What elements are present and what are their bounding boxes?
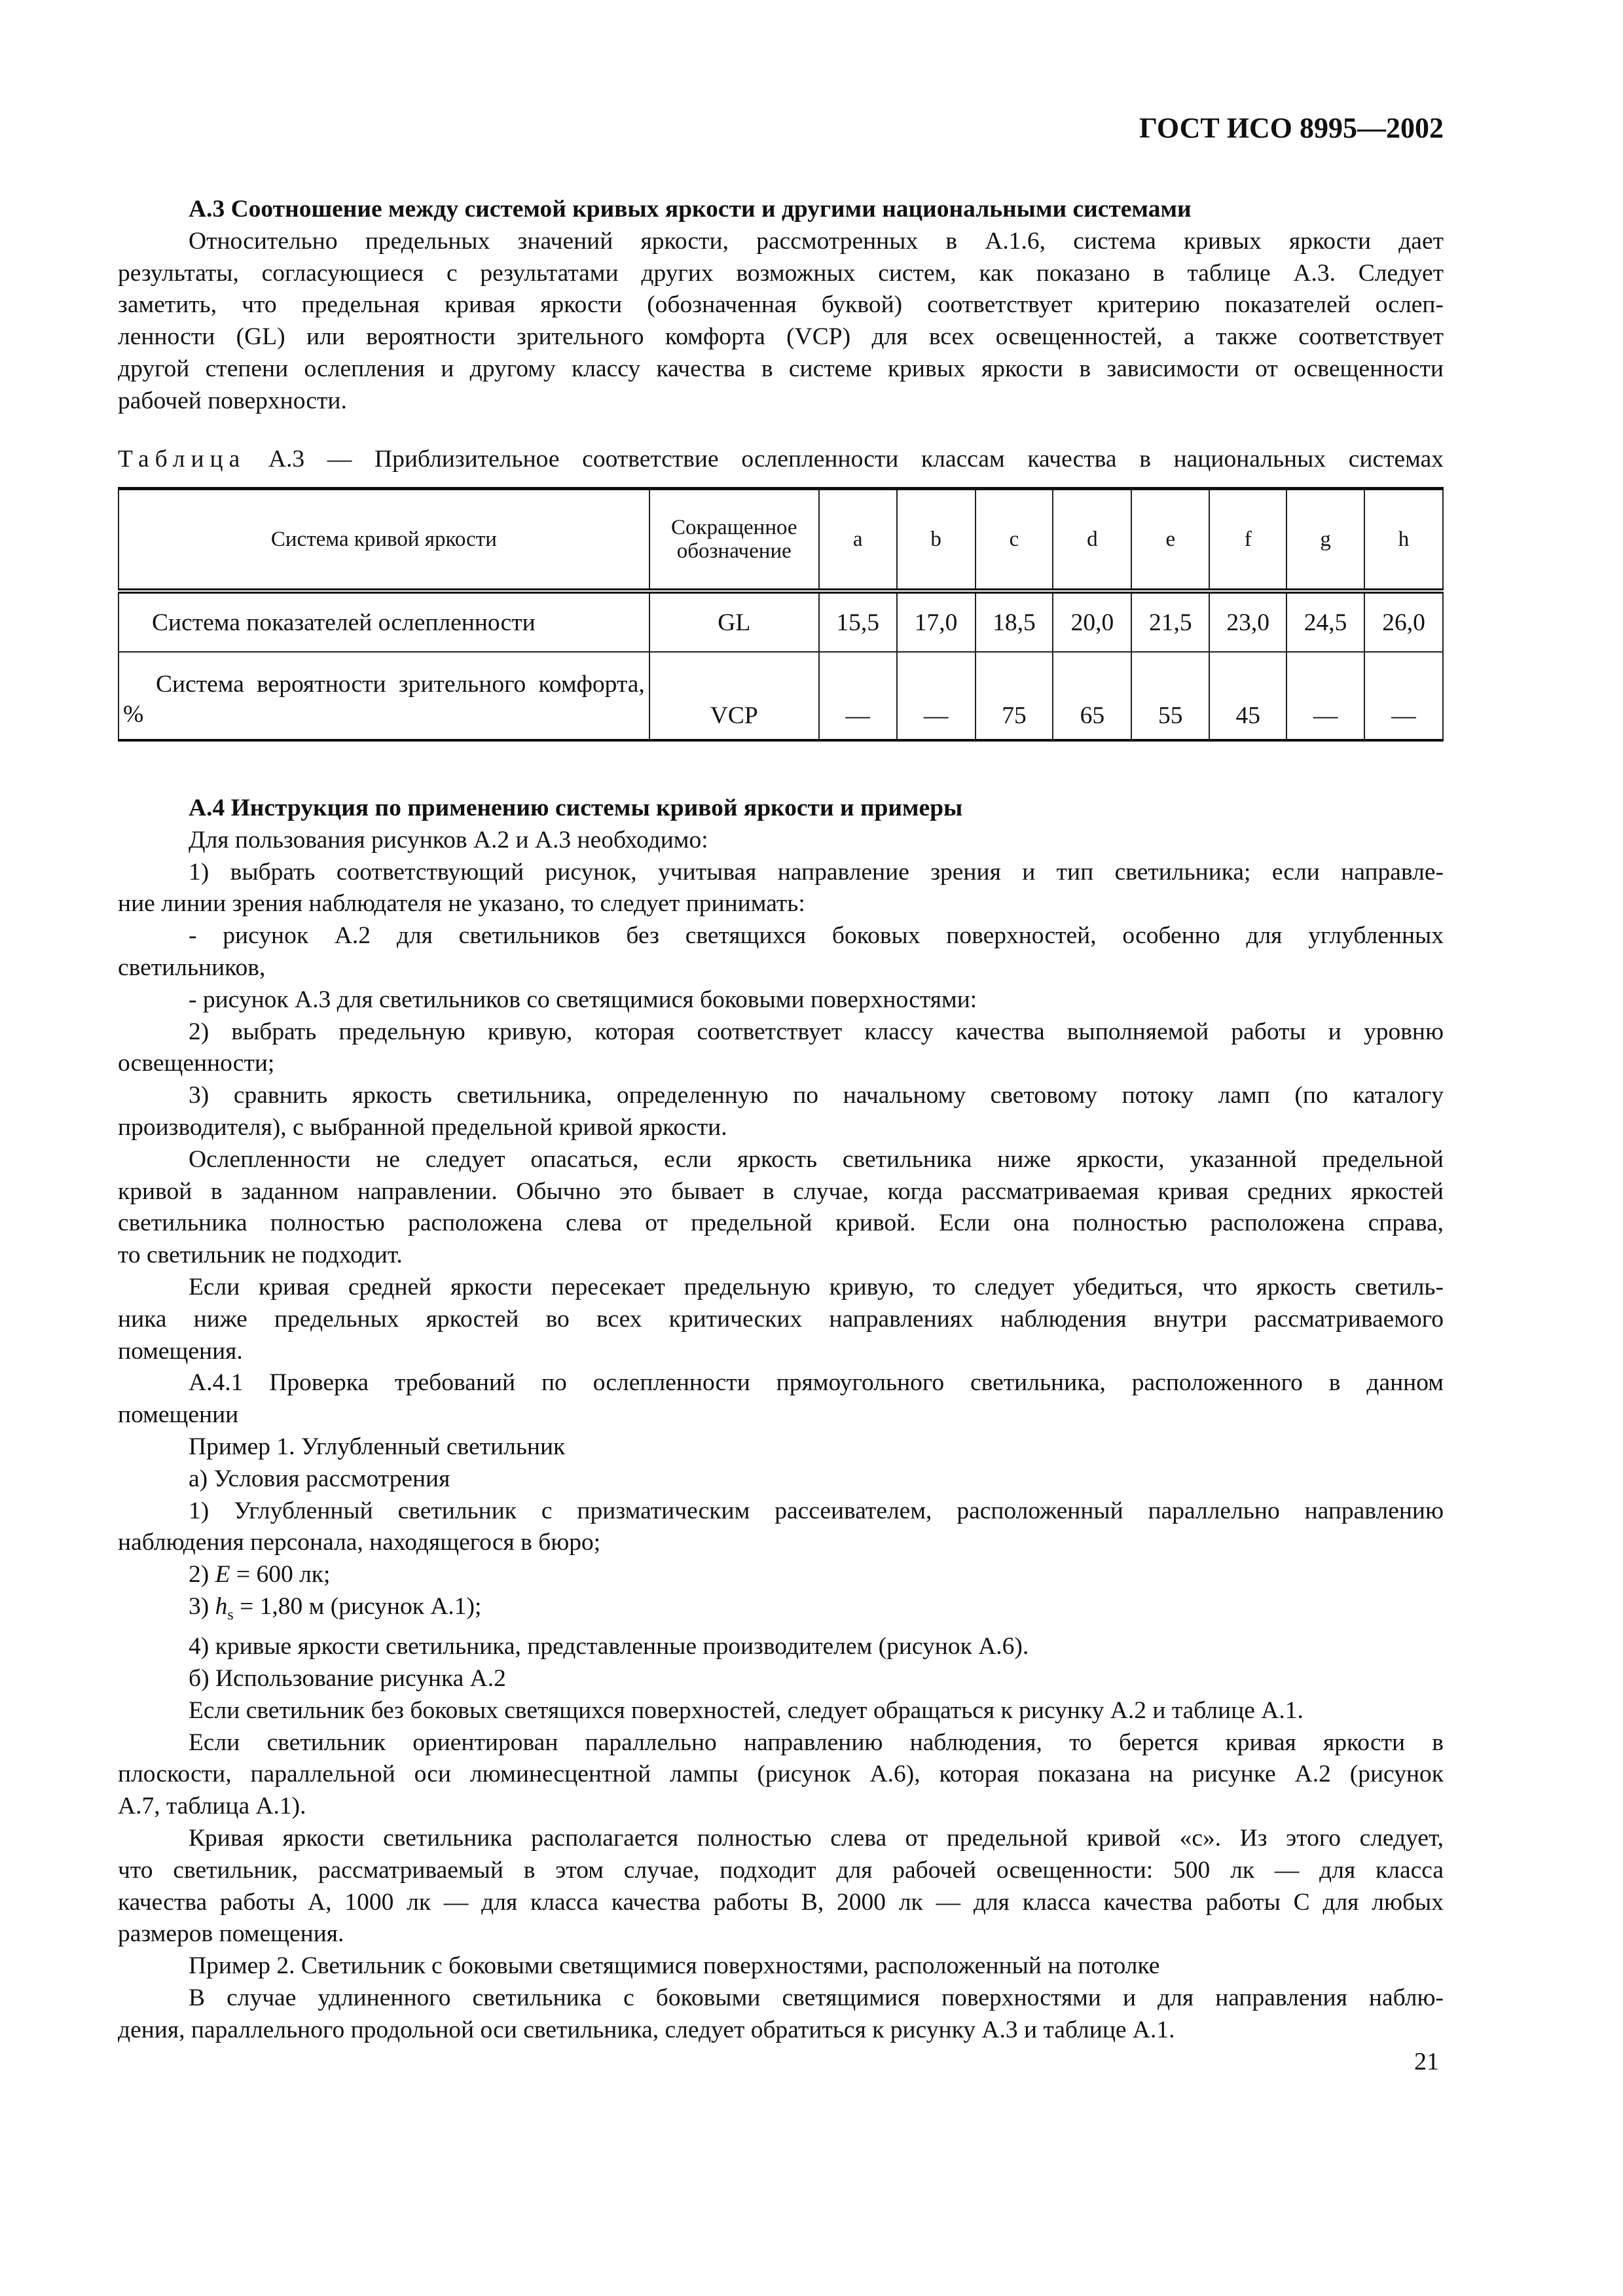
table-cell: 18,5 (976, 591, 1053, 652)
paragraph-line: Кривая яркости светильника располагается полностью слева от предельной кривой «с». Из этого следует, (189, 1825, 1444, 1852)
table-cell: GL (649, 591, 819, 652)
paragraph-line: светильника полностью расположена слева от предельной кривой. Если она полностью расположена справа, (118, 1210, 1444, 1237)
math-subscript: s (227, 1606, 234, 1624)
page-number: 21 (1414, 2048, 1439, 2075)
paragraph-line: Пример 1. Углубленный светильник (189, 1433, 566, 1460)
section-a3 (118, 194, 1444, 418)
paragraph-line: а) Условия рассмотрения (189, 1465, 450, 1492)
paragraph-line: 3) сравнить яркость светильника, определенную по начальному световому потоку ламп (по каталогу (189, 1082, 1444, 1109)
list-marker: 2) (189, 1561, 215, 1588)
table-header-cell: e (1131, 489, 1209, 592)
paragraph-line: А.4.1 Проверка требований по ослепленности прямоугольного светильника, расположенного в данном (189, 1369, 1444, 1397)
paragraph-line: результаты, согласующиеся с результатами других возможных систем, как показано в таблице А.3. Следует (118, 259, 1444, 287)
table-row (119, 591, 1443, 652)
paragraph-line: то светильник не подходит. (118, 1242, 403, 1269)
paragraph-line: - рисунок А.2 для светильников без светящихся боковых поверхностей, особенно для углубленных (189, 922, 1444, 950)
table-cell: 15,5 (819, 591, 897, 652)
paragraph-line: ника ниже предельных яркостей во всех критических направлениях наблюдения внутри рассматриваемого (118, 1305, 1444, 1333)
paragraph-line: кривой в заданном направлении. Обычно это бывает в случае, когда рассматриваемая кривая средних яркостей (118, 1177, 1444, 1205)
paragraph-line: Если светильник без боковых светящихся поверхностей, следует обращаться к рисунку А.2 и таблице А.1. (189, 1696, 1304, 1724)
math-variable: E (215, 1561, 230, 1588)
table-cell: 20,0 (1053, 591, 1131, 652)
table-header-cell: h (1364, 489, 1443, 592)
table-cell: — (897, 652, 976, 740)
paragraph-line: ленности (GL) или вероятности зрительного комфорта (VCP) для всех освещенностей, а также соответствует (118, 323, 1444, 351)
paragraph-line: Для пользования рисунков А.2 и А.3 необходимо: (189, 826, 708, 853)
table-caption (118, 445, 1444, 473)
table-cell: 17,0 (897, 591, 976, 652)
paragraph-line: плоскости, параллельной оси люминесцентной лампы (рисунок А.6), которая показана на рисунке А.2 (рисунок (118, 1761, 1444, 1788)
table-header-cell: g (1286, 489, 1364, 592)
paragraph-line: что светильник, рассматриваемый в этом случае, подходит для рабочей освещенности: 500 лк — для класса (118, 1856, 1444, 1884)
section-heading: А.3 Соотношение между системой кривых яркости и другими национальными системами (189, 196, 1192, 223)
table-cell: 23,0 (1209, 591, 1286, 652)
table-cell: — (1364, 652, 1443, 740)
paragraph-line: наблюдения персонала, находящегося в бюро; (118, 1529, 601, 1556)
table-header-cell: Система кривой яркости (119, 489, 649, 592)
table-header-cell: b (897, 489, 976, 592)
paragraph-line (118, 1559, 1444, 1591)
document-header-id: ГОСТ ИСО 8995—2002 (1139, 112, 1444, 144)
paragraph-line: другой степени ослепления и другому классу качества в системе кривых яркости в зависимости от освещенности (118, 355, 1444, 382)
row-label-cell: Система вероятности зрительного комфорта, % (119, 652, 649, 740)
table-cell: 65 (1053, 652, 1131, 740)
table-header-cell: f (1209, 489, 1286, 592)
math-variable: h (215, 1592, 228, 1620)
paragraph-line: - рисунок А.3 для светильников со светящимися боковыми поверхностями: (189, 986, 977, 1013)
table-caption-label: Таблица (118, 446, 246, 473)
paragraph-line: Ослепленности не следует опасаться, если яркость светильника ниже яркости, указанной предельной (189, 1145, 1444, 1173)
table-row (119, 652, 1443, 740)
row-label-cell: Система показателей ослепленности (119, 591, 649, 652)
paragraph-line: А.7, таблица А.1). (118, 1793, 306, 1820)
paragraph-line: ние линии зрения наблюдателя не указано, то следует принимать: (118, 890, 805, 918)
paragraph-line: помещения. (118, 1337, 243, 1365)
line-text: = 600 лк; (230, 1561, 331, 1588)
table-cell: — (819, 652, 897, 740)
glare-systems-table (118, 487, 1444, 742)
paragraph-line: качества работы А, 1000 лк — для класса качества работы В, 2000 лк — для класса качества работы С для любых (118, 1888, 1444, 1916)
paragraph-line: рабочей поверхности. (118, 387, 347, 414)
table-header-row (119, 489, 1443, 592)
paragraph-line: б) Использование рисунка А.2 (189, 1665, 506, 1693)
paragraph-line: 2) выбрать предельную кривую, которая соответствует классу качества выполняемой работы и уровню (189, 1018, 1444, 1045)
table-header-cell: c (976, 489, 1053, 592)
paragraph-line: освещенности; (118, 1050, 275, 1077)
table-cell: 75 (976, 652, 1053, 740)
table-cell: VCP (649, 652, 819, 740)
paragraph-line: 1) выбрать соответствующий рисунок, учитывая направление зрения и тип светильника; если направле- (189, 858, 1444, 886)
line-text: = 1,80 м (рисунок А.1); (233, 1592, 482, 1620)
table-cell: 21,5 (1131, 591, 1209, 652)
section-heading: А.4 Инструкция по применению системы кривой яркости и примеры (189, 795, 963, 821)
paragraph-line: заметить, что предельная кривая яркости (обозначенная буквой) соответствует критерию показателей ослеп- (118, 291, 1444, 319)
paragraph-line: дения, параллельного продольной оси светильника, следует обратиться к рисунку А.3 и таблице А.1. (118, 2016, 1175, 2043)
paragraph-line: 1) Углубленный светильник с призматическим рассеивателем, расположенный параллельно направлению (189, 1497, 1444, 1524)
paragraph-line: производителя), с выбранной предельной кривой яркости. (118, 1113, 727, 1141)
paragraph-line: Пример 2. Светильник с боковыми светящимися поверхностями, расположенный на потолке (189, 1952, 1160, 1980)
paragraph-line: Относительно предельных значений яркости, рассмотренных в А.1.6, система кривых яркости дает (189, 227, 1444, 255)
paragraph-line: Если светильник ориентирован параллельно направлению наблюдения, то берется кривая яркости в (189, 1729, 1444, 1756)
table-caption-text: А.3 — Приблизительное соответствие ослепленности классам качества в национальных системах (268, 446, 1444, 473)
paragraph-line: светильников, (118, 954, 266, 981)
table-cell: 45 (1209, 652, 1286, 740)
table-cell: — (1286, 652, 1364, 740)
paragraph-line: Если кривая средней яркости пересекает предельную кривую, то следует убедиться, что яркость светиль- (189, 1273, 1444, 1300)
paragraph-line (118, 1591, 1444, 1631)
table-cell: 24,5 (1286, 591, 1364, 652)
table-header-cell: a (819, 489, 897, 592)
paragraph-line: В случае удлиненного светильника с боковыми светящимися поверхностями и для направления наблю- (189, 1984, 1444, 2011)
table-header-cell: d (1053, 489, 1131, 592)
paragraph-line: 4) кривые яркости светильника, представленные производителем (рисунок А.6). (189, 1633, 1029, 1660)
table-header-cell: Сокращенное обозначение (649, 489, 819, 592)
list-marker: 3) (189, 1592, 215, 1620)
table-cell: 55 (1131, 652, 1209, 740)
paragraph-line: помещении (118, 1401, 239, 1429)
section-a4 (118, 793, 1444, 2047)
table-cell: 26,0 (1364, 591, 1443, 652)
paragraph-line: размеров помещения. (118, 1920, 344, 1948)
